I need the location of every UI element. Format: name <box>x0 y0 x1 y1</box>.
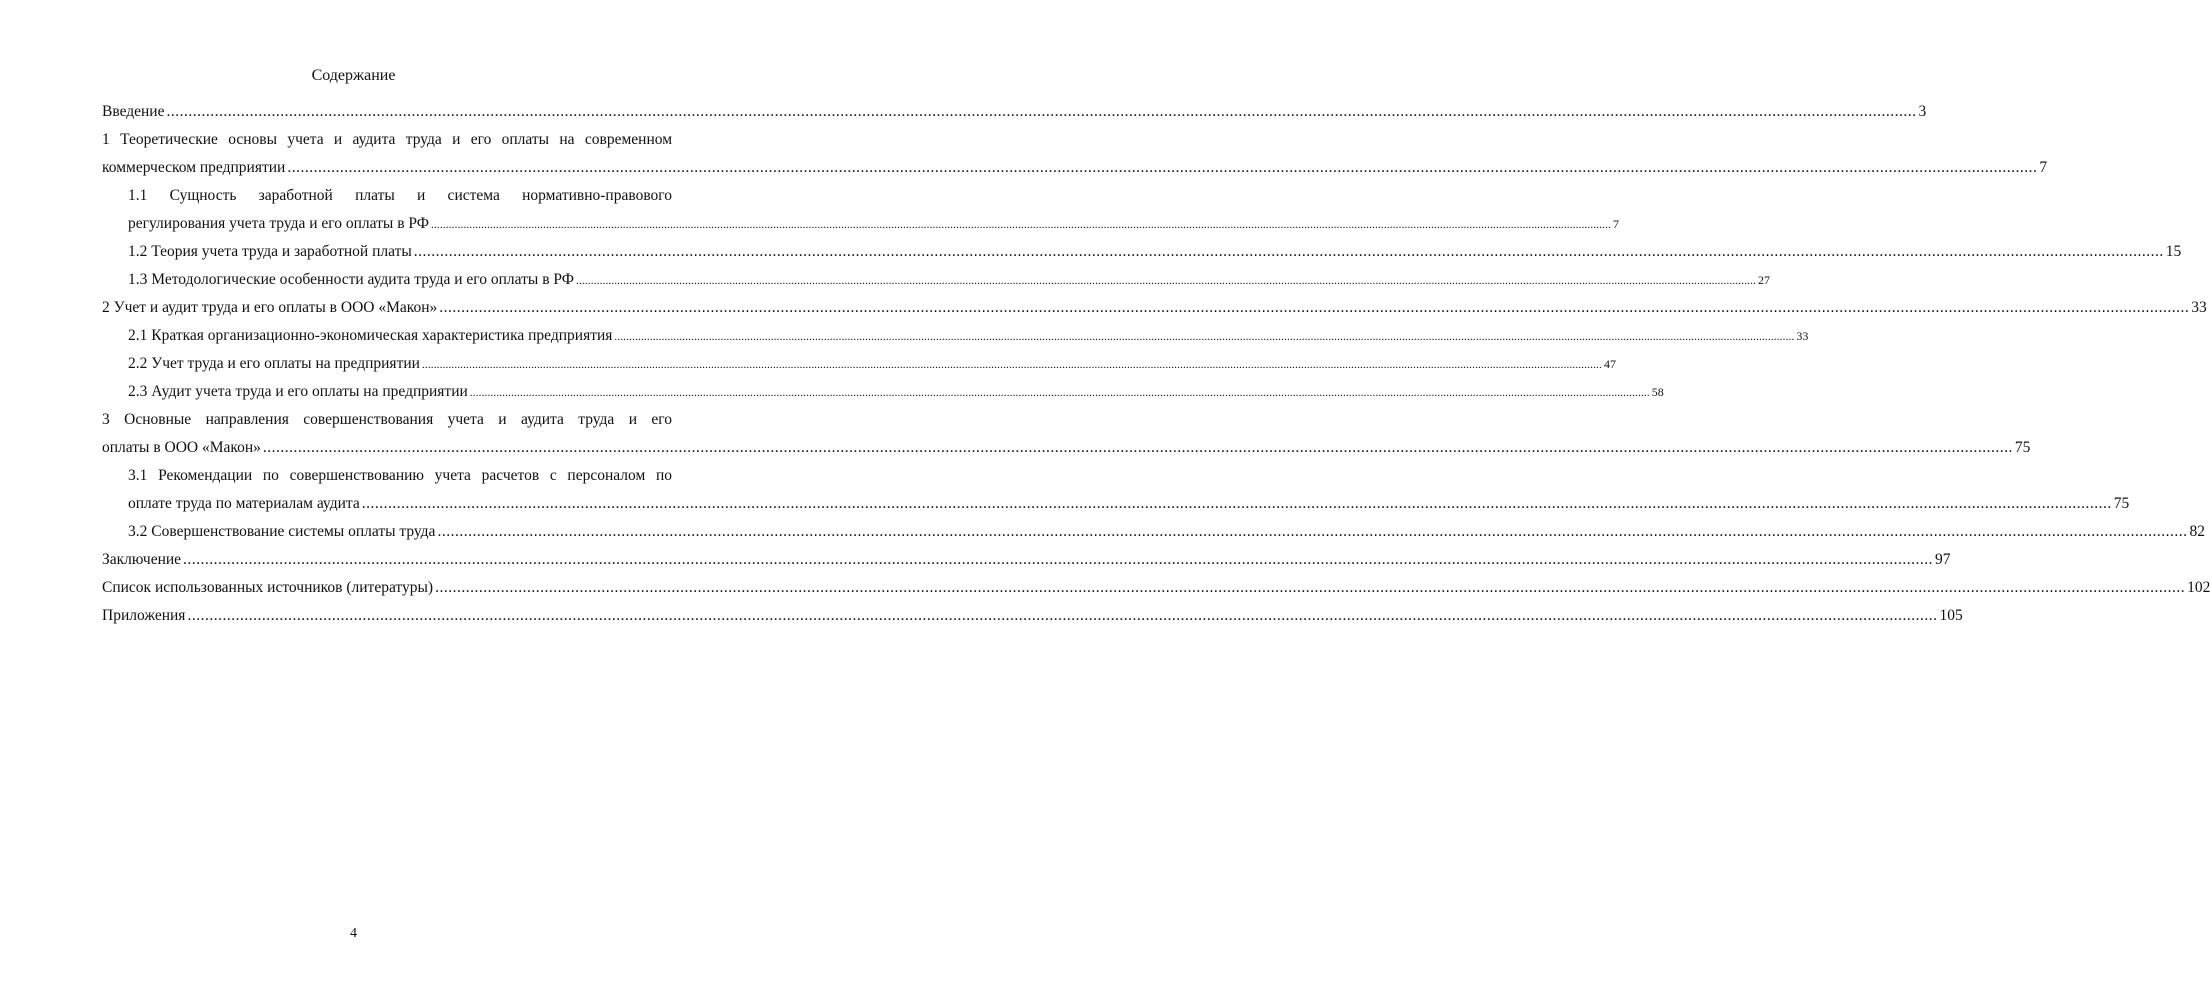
toc-entry-page: 7 <box>1613 217 1620 231</box>
toc-entry[interactable] <box>128 350 1616 378</box>
table-of-contents <box>102 98 2210 630</box>
toc-entry[interactable] <box>128 182 1620 238</box>
toc-entry[interactable] <box>128 378 1664 406</box>
toc-entry-page: 58 <box>1651 385 1664 399</box>
toc-entry-label: Введение <box>102 103 165 120</box>
toc-entry[interactable] <box>102 294 2207 322</box>
toc-entry[interactable] <box>128 462 2130 518</box>
toc-entry[interactable] <box>102 406 2031 462</box>
toc-entry-line: 1 Теоретические основы учета и аудита труда и его оплаты на современном <box>102 131 672 148</box>
toc-entry-page: 105 <box>1939 607 1963 624</box>
dot-leader: ................................................................................................................................................................................................................................................................................................................................................................................................................ <box>262 439 2013 456</box>
toc-entry[interactable] <box>102 98 1927 126</box>
toc-entry[interactable] <box>128 518 2205 546</box>
toc-entry-label: 1.3 Методологические особенности аудита труда и его оплаты в РФ <box>128 271 574 288</box>
toc-entry-page: 82 <box>2189 523 2205 540</box>
toc-entry[interactable] <box>128 266 1770 294</box>
dot-leader: ................................................................................................................................................................................................................................................................................................................................................................................................................ <box>287 159 2038 176</box>
toc-entry-label: оплате труда по материалам аудита <box>128 495 360 512</box>
dot-leader: ................................................................................................................................................................................................................................................................................................................................................................................................................ <box>439 299 2190 316</box>
toc-entry-label: Приложения <box>102 607 186 624</box>
dot-leader: ................................................................................................................................................................................................................................................................................................................................................................................................................ <box>413 243 2164 260</box>
toc-entry-label: 2.2 Учет труда и его оплаты на предприятии <box>128 355 420 372</box>
toc-entry-label: 2 Учет и аудит труда и его оплаты в ООО «Макон» <box>102 299 438 316</box>
dot-leader: ................................................................................................................................................................................................................................................................................................................................................................................................................ <box>435 579 2186 596</box>
dot-leader: ................................................................................................................................................................................................................................................................................................................................................................................................................ <box>183 551 1934 568</box>
toc-entry-page: 3 <box>1918 103 1927 120</box>
dot-leader: ................................................................................................................................................................................................................................................................................................................................................................................................................ <box>187 607 1938 624</box>
dot-leader: ................................................................................................................................................................................................................................................................................................................................................................................................................ <box>469 387 1650 399</box>
dot-leader: ................................................................................................................................................................................................................................................................................................................................................................................................................ <box>361 495 2112 512</box>
toc-entry[interactable] <box>128 322 1809 350</box>
toc-title: Содержание <box>311 67 396 84</box>
toc-entry[interactable] <box>128 238 2182 266</box>
toc-entry-label: оплаты в ООО «Макон» <box>102 439 261 456</box>
toc-entry-page: 7 <box>2039 159 2048 176</box>
toc-entry-line: 3.1 Рекомендации по совершенствованию учета расчетов с персоналом по <box>128 467 672 484</box>
toc-entry-page: 27 <box>1758 273 1770 287</box>
toc-entry-page: 47 <box>1603 357 1616 371</box>
toc-entry[interactable] <box>102 126 2048 182</box>
toc-entry[interactable] <box>102 574 2210 602</box>
toc-entry-label: 2.3 Аудит учета труда и его оплаты на предприятии <box>128 383 468 400</box>
toc-entry-label: 1.2 Теория учета труда и заработной платы <box>128 243 412 260</box>
toc-entry-label: Заключение <box>102 551 182 568</box>
dot-leader: ................................................................................................................................................................................................................................................................................................................................................................................................................ <box>421 359 1602 371</box>
dot-leader: ................................................................................................................................................................................................................................................................................................................................................................................................................ <box>437 523 2188 540</box>
toc-entry-page: 33 <box>1796 329 1809 343</box>
toc-entry-label: Список использованных источников (литературы) <box>102 579 434 596</box>
dot-leader: ................................................................................................................................................................................................................................................................................................................................................................................................................ <box>431 219 1612 231</box>
toc-entry-page: 33 <box>2191 299 2207 316</box>
toc-entry-label: 3.2 Совершенствование системы оплаты труда <box>128 523 436 540</box>
toc-entry-line: 3 Основные направления совершенствования учета и аудита труда и его <box>102 411 672 428</box>
toc-entry[interactable] <box>102 546 1951 574</box>
toc-entry-label: коммерческом предприятии <box>102 159 286 176</box>
dot-leader: ................................................................................................................................................................................................................................................................................................................................................................................................................ <box>166 103 1917 120</box>
toc-entry-page: 15 <box>2165 243 2182 260</box>
toc-entry-line: 1.1 Сущность заработной платы и система нормативно-правового <box>128 187 672 204</box>
dot-leader: ................................................................................................................................................................................................................................................................................................................................................................................................................ <box>614 331 1795 343</box>
page-number: 4 <box>350 926 357 941</box>
toc-entry-page: 75 <box>2113 495 2130 512</box>
dot-leader: ................................................................................................................................................................................................................................................................................................................................................................................................................ <box>576 275 1756 287</box>
toc-entry-page: 97 <box>1935 551 1951 568</box>
toc-entry-label: 2.1 Краткая организационно-экономическая характеристика предприятия <box>128 327 613 344</box>
toc-entry-page: 75 <box>2014 439 2031 456</box>
toc-entry-label: регулирования учета труда и его оплаты в РФ <box>128 215 430 232</box>
toc-entry[interactable] <box>102 602 1963 630</box>
toc-entry-page: 102 <box>2187 579 2210 596</box>
